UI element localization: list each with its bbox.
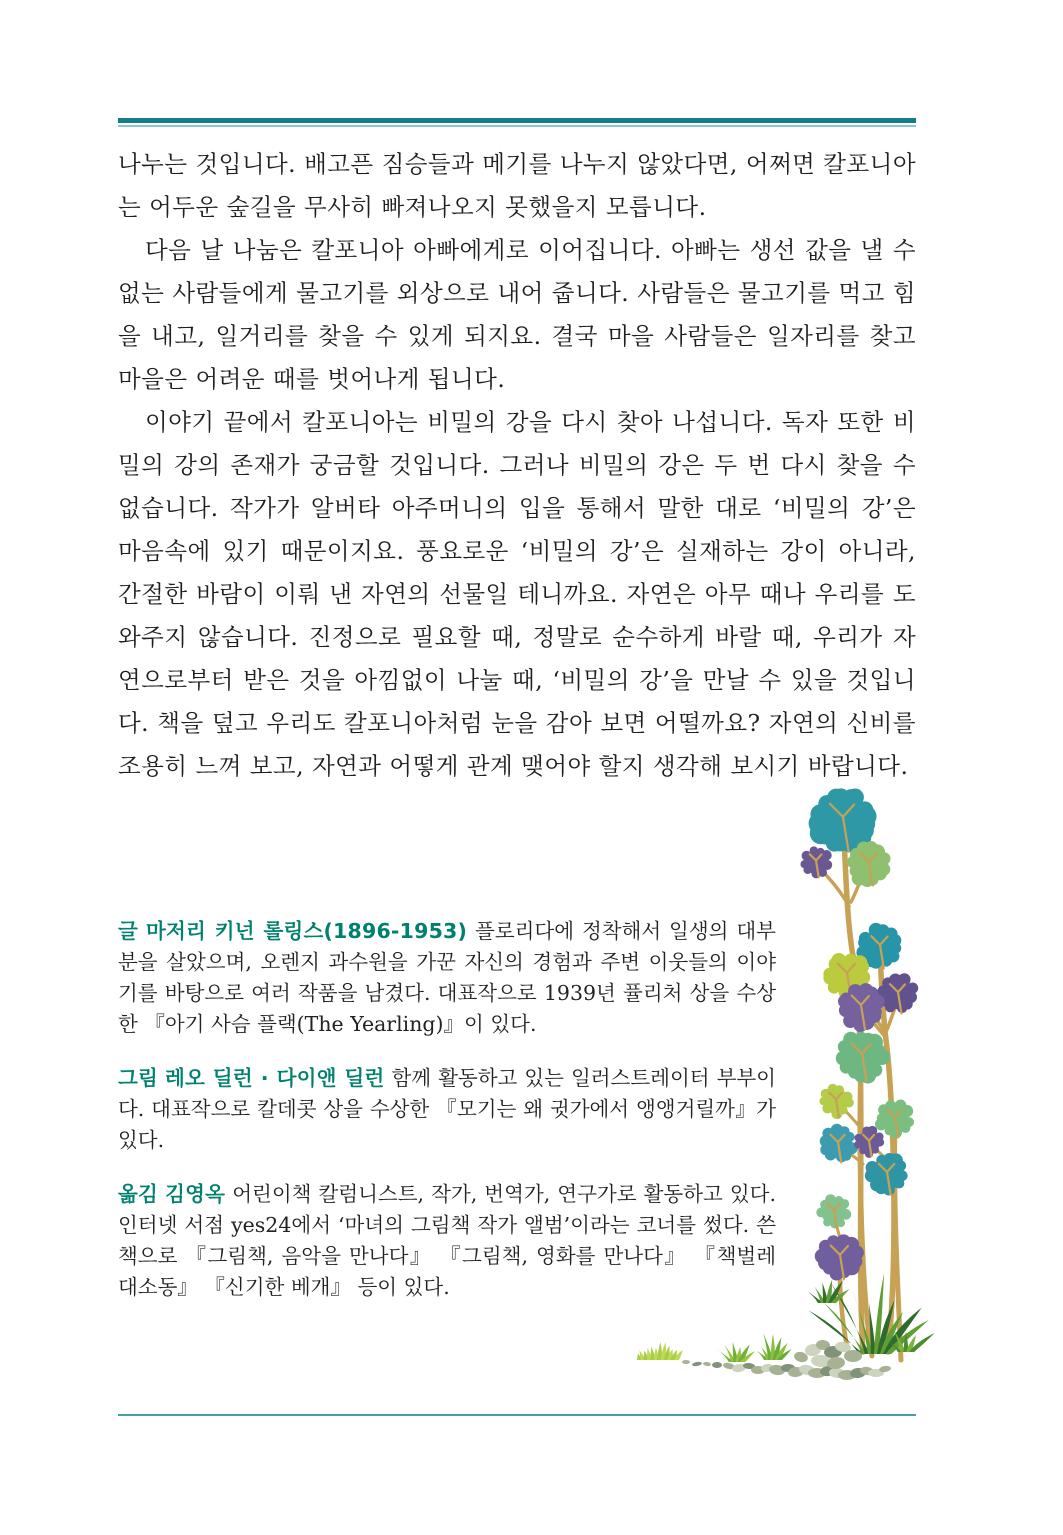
bio-author-name: 마저리 키넌 롤링스(1896-1953) (145, 919, 468, 943)
bio-illustrators-name: 레오 딜런 · 다이앤 딜런 (165, 1066, 385, 1090)
top-rule (118, 118, 916, 127)
bio-translator-name: 김영옥 (165, 1182, 226, 1206)
body-paragraph: 다음 날 나눔은 칼포니아 아빠에게로 이어집니다. 아빠는 생선 값을 낼 수 없는 사람들에게 물고기를 외상으로 내어 줍니다. 사람들은 물고기를 먹고 힘을 내고, 일거리를 찾을 수 있게 되지요. 결국 마을 사람들은 일자리를 찾고 마을은 어려운 때를 벗어나게 됩니다. (118, 236, 916, 393)
bio-illustrators-text: 함께 활동하고 있는 일러스트레이터 부부이다. 대표작으로 칼데콧 상을 수상한 『모기는 왜 귓가에서 앵앵거릴까』가 있다. (118, 1066, 776, 1152)
bio-author-role: 글 (118, 919, 139, 943)
top-rule-thin-line (118, 125, 916, 127)
bio-translator-text: 어린이책 칼럼니스트, 작가, 번역가, 연구가로 활동하고 있다. 인터넷 서점 yes24에서 ‘마녀의 그림책 작가 앨범’이라는 코너를 썼다. 쓴 책으로 『그림책, 음악을 만나다』 『그림책, 영화를 만나다』 『책벌레 대소동』 『신기한 베개』 등이 있다. (118, 1182, 776, 1299)
bottom-rule (118, 1414, 916, 1416)
body-paragraph: 나누는 것입니다. 배고픈 짐승들과 메기를 나누지 않았다면, 어쩌면 칼포니아는 어두운 숲길을 무사히 빠져나오지 못했을지 모릅니다. (118, 150, 916, 221)
body-paragraph: 이야기 끝에서 칼포니아는 비밀의 강을 다시 찾아 나섭니다. 독자 또한 비밀의 강의 존재가 궁금할 것입니다. 그러나 비밀의 강은 두 번 다시 찾을 수 없습니다. 작가가 알버타 아주머니의 입을 통해서 말한 대로 ‘비밀의 강’은 마음속에 있기 때문이지요. 풍요로운 ‘비밀의 강’은 실재하는 강이 아니라, 간절한 바람이 이뤄 낸 자연의 선물일 테니까요. 자연은 아무 때나 우리를 도와주지 않습니다. 진정으로 필요할 때, 정말로 순수하게 바랄 때, 우리가 자연으로부터 받은 것을 아낌없이 나눌 때, ‘비밀의 강’을 만날 수 있을 것입니다. 책을 덮고 우리도 칼포니아처럼 눈을 감아 보면 어떨까요? 자연의 신비를 조용히 느껴 보고, 자연과 어떻게 관계 맺어야 할지 생각해 보시기 바랍니다. (118, 408, 916, 780)
afterword-text (118, 143, 916, 788)
top-rule-thick-line (118, 118, 916, 123)
flower-illustration (600, 770, 1020, 1395)
bio-illustrators-role: 그림 (118, 1066, 159, 1090)
bio-author-text: 플로리다에 정착해서 일생의 대부분을 살았으며, 오렌지 과수원을 가꾼 자신의 경험과 주변 이웃들의 이야기를 바탕으로 여러 작품을 남겼다. 대표작으로 1939년 퓰리처 상을 수상한 『아기 사슴 플랙(The Yearling)』이 있다. (118, 919, 776, 1036)
bio-translator-role: 옮김 (118, 1182, 159, 1206)
